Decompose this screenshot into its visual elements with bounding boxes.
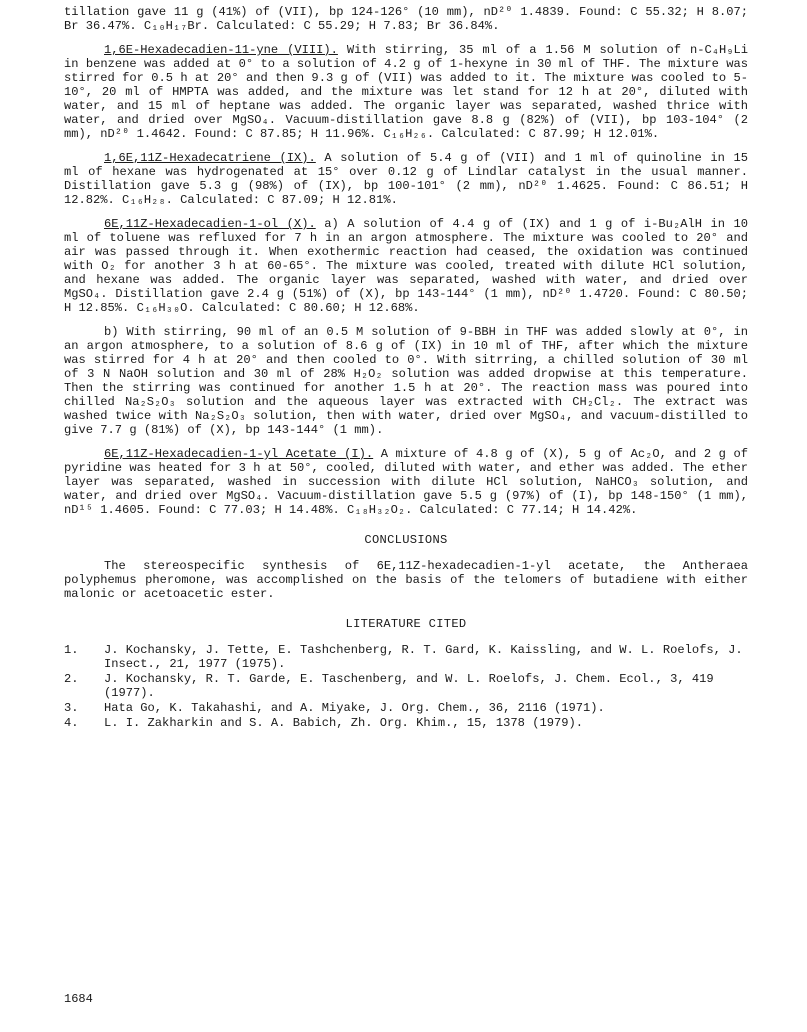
paragraph-compound-x-a — [64, 217, 748, 315]
page-number: 1684 — [64, 992, 93, 1006]
reference-item — [64, 716, 748, 730]
compound-title-ix: 1,6E,11Z-Hexadecatriene (IX). — [104, 151, 316, 165]
paragraph-text: With stirring, 35 ml of a 1.56 M solution of n-C₄H₉Li in benzene was added at 0° to a solution of 4.2 g of 1-hexyne in 30 ml of THF. The mixture was stirred for 0.5 h at 20° and then 9.3 g of (VII) was added to it. The mixture was cooled to 5-10°, 20 ml of HMPTA was added, and the mixture was let stand for 12 h at 20°, diluted with water, and 15 ml of heptane was added. The organic layer was separated, washed thrice with water, and dried over MgSO₄. Vacuum-distillation gave 8.8 g (82%) of (VII), bp 103-104° (2 mm), nD²⁰ 1.4642. Found: C 87.85; H 11.96%. C₁₆H₂₆. Calculated: C 87.99; H 12.01%. — [64, 43, 748, 141]
document-page — [64, 5, 748, 731]
compound-title-viii: 1,6E-Hexadecadien-11-yne (VIII). — [104, 43, 338, 57]
reference-item — [64, 672, 748, 700]
reference-text: Hata Go, K. Takahashi, and A. Miyake, J. Org. Chem., 36, 2116 (1971). — [104, 701, 605, 715]
reference-number: 2. — [64, 672, 79, 686]
paragraph-compound-i — [64, 447, 748, 517]
reference-text: J. Kochansky, J. Tette, E. Tashchenberg, R. T. Gard, K. Kaissling, and W. L. Roelofs, J. Insect., 21, 1977 (1975). — [104, 643, 743, 671]
reference-number: 3. — [64, 701, 79, 715]
conclusions-heading: CONCLUSIONS — [364, 533, 448, 547]
literature-heading: LITERATURE CITED — [345, 617, 467, 631]
compound-title-x: 6E,11Z-Hexadecadien-1-ol (X). — [104, 217, 316, 231]
paragraph-text: A mixture of 4.8 g of (X), 5 g of Ac₂O, and 2 g of pyridine was heated for 3 h at 50°, cooled, diluted with water, and ether was added. The ether layer was separated, washed in succession with dilute HCl solution, NaHCO₃ solution, and water, and dried over MgSO₄. Vacuum-distillation gave 5.5 g (97%) of (I), bp 148-150° (1 mm), nD¹⁵ 1.4605. Found: C 77.03; H 14.48%. C₁₈H₃₂O₂. Calculated: C 77.14; H 14.42%. — [64, 447, 748, 517]
paragraph-compound-x-b — [64, 325, 748, 437]
reference-number: 1. — [64, 643, 79, 657]
paragraph-text: b) With stirring, 90 ml of an 0.5 M solution of 9-BBH in THF was added slowly at 0°, in an argon atmosphere, to a solution of 8.6 g of (IX) in 10 ml of THF, after which the mixture was stirred for 4 h at 20° and then cooled to 0°. With sitrring, a chilled solution of 30 ml of 3 N NaOH solution and 30 ml of 28% H₂O₂ solution was added dropwise at this temperature. Then the stirring was continued for another 1.5 h at 20°. The reaction mass was poured into chilled Na₂S₂O₃ solution and the aqueous layer was extracted with CH₂Cl₂. The extract was washed twice with Na₂S₂O₃ solution, then with water, dried over MgSO₄, and vacuum-distilled to give 7.7 g (81%) of (X), bp 143-144° (1 mm). — [64, 325, 748, 437]
reference-number: 4. — [64, 716, 79, 730]
paragraph-compound-ix — [64, 151, 748, 207]
reference-text: L. I. Zakharkin and S. A. Babich, Zh. Org. Khim., 15, 1378 (1979). — [104, 716, 583, 730]
paragraph-compound-viii — [64, 43, 748, 141]
reference-item — [64, 643, 748, 671]
paragraph-text: a) A solution of 4.4 g of (IX) and 1 g of i-Bu₂AlH in 10 ml of toluene was refluxed for 7 h in an argon atmosphere. The mixture was cooled to 20° and air was passed through it. When exothermic reaction had ceased, the oxidation was continued with O₂ for another 3 h at 60-65°. The mixture was cooled, treated with dilute HCl solution, and hexane was added. The organic layer was separated, washed with water, and dried over MgSO₄. Distillation gave 2.4 g (51%) of (X), bp 143-144° (1 mm), nD²⁰ 1.4720. Found: C 80.50; H 12.85%. C₁₆H₃₀O. Calculated: C 80.60; H 12.68%. — [64, 217, 748, 315]
reference-list — [64, 643, 748, 730]
reference-item — [64, 701, 748, 715]
reference-text: J. Kochansky, R. T. Garde, E. Taschenberg, and W. L. Roelofs, J. Chem. Ecol., 3, 419 (1977). — [104, 672, 714, 700]
paragraph-text: tillation gave 11 g (41%) of (VII), bp 124-126° (10 mm), nD²⁰ 1.4839. Found: C 55.32; H 8.07; Br 36.47%. C₁₀H₁₇Br. Calculated: C 55.29; H 7.83; Br 36.84%. — [64, 5, 748, 33]
compound-title-i: 6E,11Z-Hexadecadien-1-yl Acetate (I). — [104, 447, 374, 461]
conclusions-text: The stereospecific synthesis of 6E,11Z-hexadecadien-1-yl acetate, the Antheraea polyphemus pheromone, was accomplished on the basis of the telomers of butadiene with either malonic or acetoacetic ester. — [64, 559, 748, 601]
paragraph-vii-distillation — [64, 5, 748, 33]
paragraph-text: A solution of 5.4 g of (VII) and 1 ml of quinoline in 15 ml of hexane was hydrogenated at 15° over 0.12 g of Lindlar catalyst in the usual manner. Distillation gave 5.3 g (98%) of (IX), bp 100-101° (2 mm), nD²⁰ 1.4625. Found: C 86.51; H 12.82%. C₁₆H₂₈. Calculated: C 87.09; H 12.81%. — [64, 151, 748, 207]
